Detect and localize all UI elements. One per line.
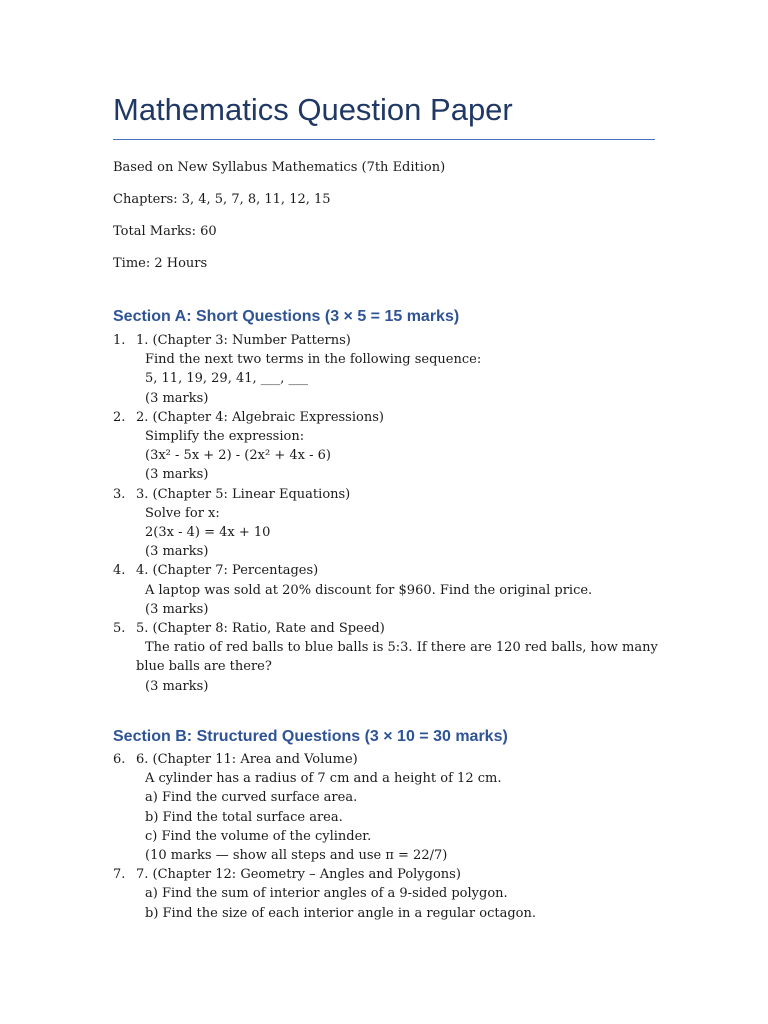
question-line: Find the next two terms in the following sequence: <box>145 352 482 368</box>
question-line: A cylinder has a radius of 7 cm and a height of 12 cm. <box>145 771 502 787</box>
question-line: 5, 11, 19, 29, 41, ___, ___ <box>145 371 309 387</box>
question-line: a) Find the sum of interior angles of a 9-sided polygon. <box>145 886 508 902</box>
question-title: 4. (Chapter 7: Percentages) <box>136 563 319 579</box>
question-marks: (3 marks) <box>145 467 209 483</box>
question-number: 1. <box>113 333 126 348</box>
section-b-questions <box>113 750 658 923</box>
question-line: Simplify the expression: <box>145 429 305 445</box>
page-title: Mathematics Question Paper <box>113 92 513 127</box>
question-number: 3. <box>113 486 126 502</box>
question-number: 6. <box>113 752 126 767</box>
question-title: 2. (Chapter 4: Algebraic Expressions) <box>136 409 384 425</box>
question-line: Solve for x: <box>145 505 220 521</box>
question-1 <box>113 331 658 408</box>
question-marks: (3 marks) <box>145 544 209 560</box>
question-line: b) Find the size of each interior angle in a regular octagon. <box>145 905 537 921</box>
meta-source: Based on New Syllabus Mathematics (7th Edition) <box>113 160 446 175</box>
question-marks: (3 marks) <box>145 678 209 694</box>
meta-total-marks: Total Marks: 60 <box>113 224 217 239</box>
question-marks: (3 marks) <box>145 601 209 617</box>
question-marks: (10 marks — show all steps and use π = 22/7) <box>145 848 448 864</box>
question-line: c) Find the volume of the cylinder. <box>145 828 372 844</box>
question-4 <box>113 561 658 619</box>
title-underline <box>113 139 655 140</box>
meta-time: Time: 2 Hours <box>113 256 208 271</box>
question-line: (3x² - 5x + 2) - (2x² + 4x - 6) <box>145 448 331 464</box>
question-2 <box>113 408 658 485</box>
meta-chapters: Chapters: 3, 4, 5, 7, 8, 11, 12, 15 <box>113 192 331 207</box>
question-line: b) Find the total surface area. <box>145 809 343 825</box>
question-title: 1. (Chapter 3: Number Patterns) <box>136 333 351 348</box>
question-title: 7. (Chapter 12: Geometry – Angles and Polygons) <box>136 867 461 883</box>
section-b-heading: Section B: Structured Questions (3 × 10 = 30 marks) <box>113 728 508 745</box>
question-number: 2. <box>113 409 126 425</box>
section-a-questions <box>113 331 658 696</box>
question-line: 2(3x - 4) = 4x + 10 <box>145 525 271 541</box>
question-3 <box>113 485 658 562</box>
question-5 <box>113 619 658 696</box>
question-number: 4. <box>113 563 126 579</box>
question-line: The ratio of red balls to blue balls is 5:3. If there are 120 red balls, how many blue balls are there? <box>136 640 658 675</box>
question-number: 7. <box>113 867 126 883</box>
question-title: 5. (Chapter 8: Ratio, Rate and Speed) <box>136 621 385 637</box>
question-title: 6. (Chapter 11: Area and Volume) <box>136 752 358 767</box>
question-line: A laptop was sold at 20% discount for $960. Find the original price. <box>145 582 593 598</box>
question-7 <box>113 865 658 923</box>
question-line: a) Find the curved surface area. <box>145 790 358 806</box>
question-marks: (3 marks) <box>145 390 209 406</box>
question-number: 5. <box>113 621 126 637</box>
section-a-heading: Section A: Short Questions (3 × 5 = 15 marks) <box>113 308 460 325</box>
question-6 <box>113 750 658 865</box>
question-title: 3. (Chapter 5: Linear Equations) <box>136 486 351 502</box>
